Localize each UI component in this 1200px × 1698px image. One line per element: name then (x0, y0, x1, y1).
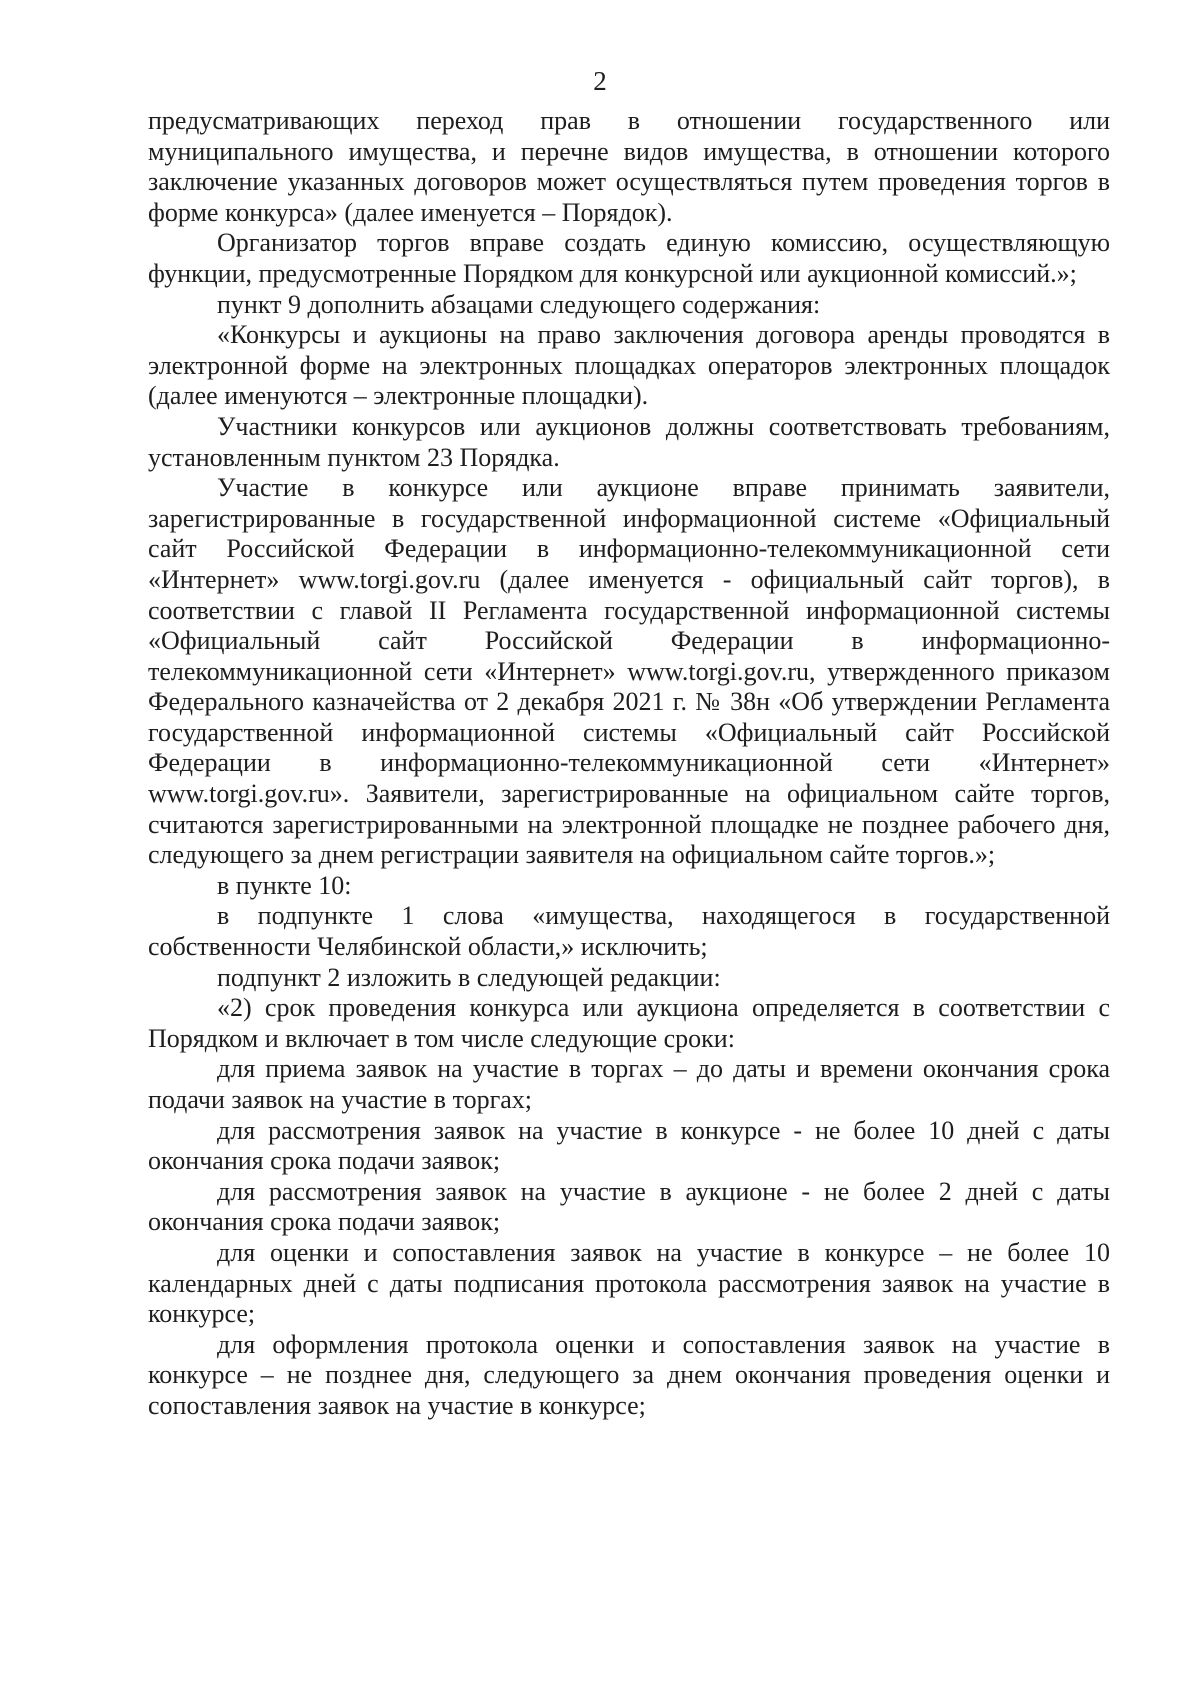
paragraph-2: Организатор торгов вправе создать единую комиссию, осуществляющую функции, предусмотренные Порядком для конкурсной или аукционной комиссий.»; (148, 228, 1110, 288)
paragraph-6: Участие в конкурсе или аукционе вправе принимать заявители, зарегистрированные в государственной информационной системе «Официальный сайт Российской Федерации в информационно-телекоммуникационной сети «Интернет» www.torgi.gov.ru (далее именуется - официальный сайт торгов), в соответствии с главой II Регламента государственной информационной системы «Официальный сайт Российской Федерации в информационно-телекоммуникационной сети «Интернет» www.torgi.gov.ru, утвержденного приказом Федерального казначейства от 2 декабря 2021 г. № 38н «Об утверждении Регламента государственной информационной системы «Официальный сайт Российской Федерации в информационно-телекоммуникационной сети «Интернет» www.torgi.gov.ru». Заявители, зарегистрированные на официальном сайте торгов, считаются зарегистрированными на электронной площадке не позднее рабочего дня, следующего за днем регистрации заявителя на официальном сайте торгов.»; (148, 473, 1110, 870)
page-number: 2 (593, 66, 607, 96)
paragraph-5: Участники конкурсов или аукционов должны соответствовать требованиям, установленным пунктом 23 Порядка. (148, 411, 1110, 472)
paragraph-11: для приема заявок на участие в торгах – до даты и времени окончания срока подачи заявок на участие в торгах; (148, 1054, 1110, 1114)
paragraph-10: «2) срок проведения конкурса или аукциона определяется в соответствии с Порядком и включает в том числе следующие сроки: (148, 993, 1110, 1053)
paragraph-4: «Конкурсы и аукционы на право заключения договора аренды проводятся в электронной форме на электронных площадках операторов электронных площадок (далее именуются – электронные площадки). (148, 320, 1110, 411)
document-body (148, 106, 1110, 1422)
paragraph-8: в подпункте 1 слова «имущества, находящегося в государственной собственности Челябинской области,» исключить; (148, 901, 1110, 962)
paragraph-1: предусматривающих переход прав в отношении государственного или муниципального имущества, и перечне видов имущества, в отношении которого заключение указанных договоров может осуществляться путем проведения торгов в форме конкурса» (далее именуется – Порядок). (148, 106, 1110, 227)
paragraph-13: для рассмотрения заявок на участие в аукционе - не более 2 дней с даты окончания срока подачи заявок; (148, 1176, 1110, 1237)
paragraph-12: для рассмотрения заявок на участие в конкурсе - не более 10 дней с даты окончания срока подачи заявок; (148, 1115, 1110, 1176)
paragraph-7: в пункте 10: (217, 870, 352, 900)
paragraph-9: подпункт 2 изложить в следующей редакции: (217, 962, 721, 992)
paragraph-14: для оценки и сопоставления заявок на участие в конкурсе – не более 10 календарных дней с даты подписания протокола рассмотрения заявок на участие в конкурсе; (148, 1237, 1110, 1329)
paragraph-3: пункт 9 дополнить абзацами следующего содержания: (217, 289, 821, 319)
paragraph-15: для оформления протокола оценки и сопоставления заявок на участие в конкурсе – не позднее дня, следующего за днем окончания проведения оценки и сопоставления заявок на участие в конкурсе; (148, 1329, 1110, 1420)
